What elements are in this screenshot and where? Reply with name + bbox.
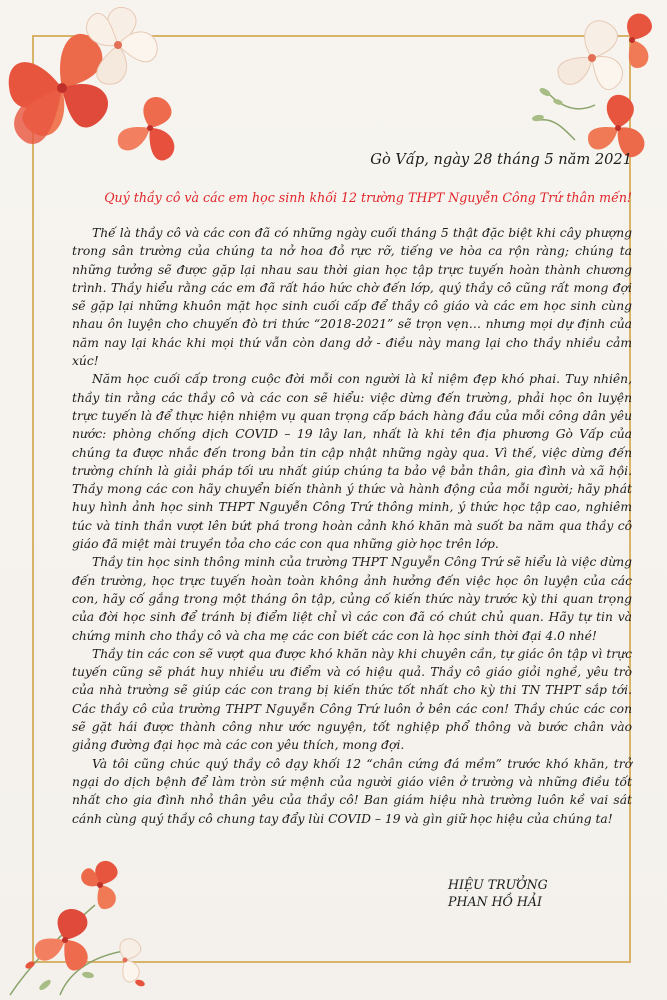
poinciana-flower-icon [0,845,175,1000]
signature-name: PHAN HỒ HẢI [448,894,542,909]
poinciana-flower-icon [520,0,667,175]
letter-body [72,224,632,828]
paragraph: Thầy tin học sinh thông minh của trường THPT Nguyễn Công Trứ sẽ hiểu là việc dừng đến trường, học trực tuyến hoàn toàn không ảnh hưởng đến việc học ôn luyện của các con, hãy cố gắng trong một tháng ôn tập, củng cố kiến thức này trước kỳ thi quan trọng của đời học sinh để tránh bị điểm liệt chỉ vì các con đã có chút chủ quan. Hãy tự tin và chứng minh cho thầy cô và cha mẹ các con biết các con là học sinh thời đại 4.0 nhé! [72,555,632,643]
signature-block [448,876,628,910]
paragraph: Thầy tin các con sẽ vượt qua được khó khăn này khi chuyên cần, tự giác ôn tập vì trực tuyến cũng sẽ phát huy nhiều ưu điểm và có hiệu quả. Thầy cô giáo giỏi nghề, yêu trò của nhà trường sẽ giúp các con trang bị kiến thức tốt nhất cho kỳ thi TN THPT sắp tới. Các thầy cô của trường THPT Nguyễn Công Trứ luôn ở bên các con! Thầy chúc các con sẽ gặt hái được thành công như ước nguyện, tốt nghiệp phổ thông và bước chân vào giảng đường đại học mà các con yêu thích, mong đợi. [72,646,632,753]
paragraph: Năm học cuối cấp trong cuộc đời mỗi con người là kỉ niệm đẹp khó phai. Tuy nhiên, thầy tin rằng các thầy cô và các con sẽ hiểu: việc dừng đến trường, phải học ôn luyện trực tuyến là để thực hiện nhiệm vụ quan trọng cấp bách hàng đầu của mỗi công dân yêu nước: phòng chống dịch COVID – 19 lây lan, nhất là khi tên địa phương Gò Vấp của chúng ta được nhắc đến trong bản tin cập nhật những ngày qua. Vì thế, việc dừng đến trường chính là giải pháp tối ưu nhất giúp chúng ta bảo vệ bản thân, gia đình và xã hội. Thầy mong các con hãy chuyển biến thành ý thức và hành động của mỗi người; hãy phát huy hình ảnh học sinh THPT Nguyễn Công Trứ thông minh, ý thức học tập cao, nghiêm túc và tinh thần vượt lên bứt phá trong hoàn cảnh khó khăn mà suốt ba năm qua thầy cô giáo đã miệt mài truyền tỏa cho các con qua những giờ học trên lớp. [72,372,632,552]
paragraph: Và tôi cũng chúc quý thầy cô dạy khối 12 “chân cứng đá mềm” trước khó khăn, trở ngại do dịch bệnh để làm tròn sứ mệnh của người giáo viên ở trường và những điều tốt nhất cho gia đình nhỏ thân yêu của thầy cô! Ban giám hiệu nhà trường luôn kề vai sát cánh cùng quý thầy cô chung tay đẩy lùi COVID – 19 và gìn giữ học hiệu của chúng ta! [72,756,632,826]
signature-title: HIỆU TRƯỞNG [448,877,548,892]
letter-date: Gò Vấp, ngày 28 tháng 5 năm 2021 [370,151,632,168]
letter-salutation: Quý thầy cô và các em học sinh khối 12 trường THPT Nguyễn Công Trứ thân mến! [104,190,632,205]
paragraph: Thế là thầy cô và các con đã có những ngày cuối tháng 5 thật đặc biệt khi cây phượng trong sân trường của chúng ta nở hoa đỏ rực rỡ, tiếng ve hòa ca rộn ràng; chúng ta những tưởng sẽ được gặp lại nhau sau thời gian học tập trực tuyến hoàn thành chương trình. Thầy hiểu rằng các em đã rất háo hức chờ đến lớp, quý thầy cô cũng rất mong đợi sẽ gặp lại những khuôn mặt học sinh cuối cấp để thầy cô giáo và các em học sinh cùng nhau ôn luyện cho chuyến đò tri thức “2018-2021” sẽ trọn vẹn… nhưng mọi dự định của năm nay lại khác khi mọi thứ vẫn còn dang dở - điều này mang lại cho thầy nhiều cảm xúc! [72,226,632,369]
